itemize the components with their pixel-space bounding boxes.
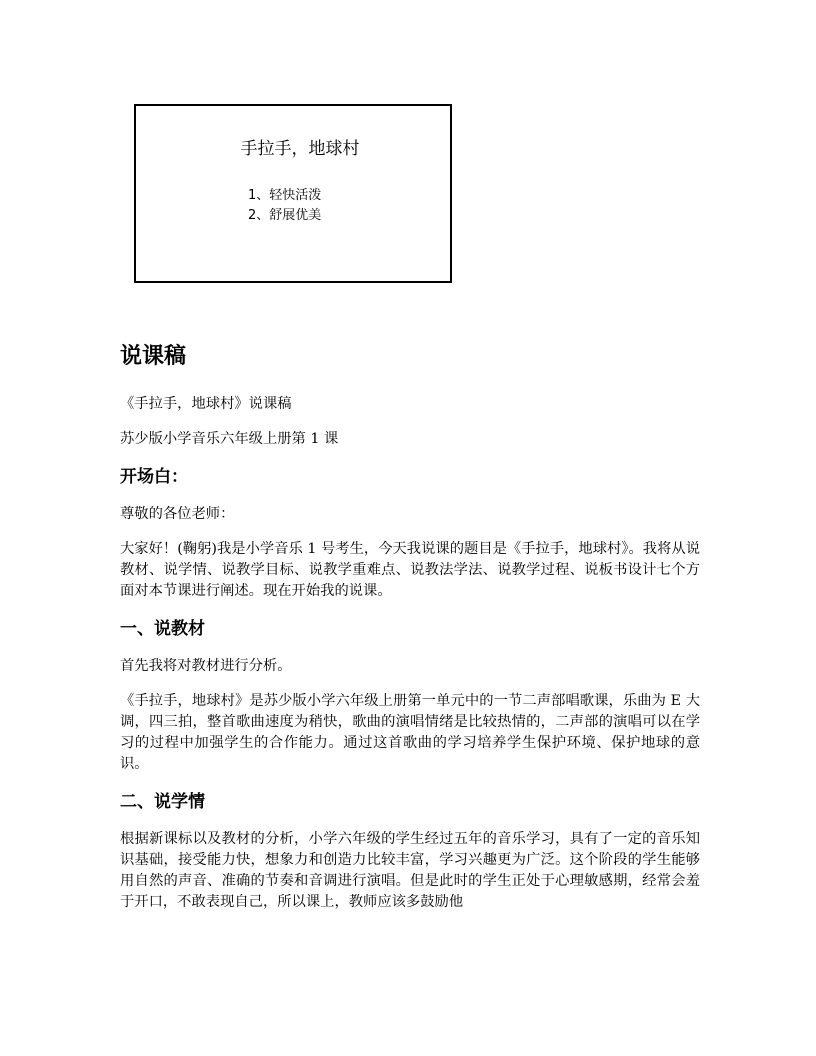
section2-heading: 二、说学情 bbox=[120, 792, 205, 812]
board-list bbox=[248, 186, 321, 226]
opening-heading: 开场白： bbox=[120, 467, 188, 487]
document-body bbox=[120, 340, 700, 927]
board-title: 手拉手，地球村 bbox=[240, 139, 360, 159]
section1-heading: 一、说教材 bbox=[120, 619, 205, 639]
section2-paragraph: 根据新课标以及教材的分析，小学六年级的学生经过五年的音乐学习，具有了一定的音乐知识基础，接受能力快，想象力和创造力比较丰富，学习兴趣更为广泛。这个阶段的学生能够用自然的声音、准确的节奏和音调进行演唱。但是此时的学生正处于心理敏感期，经常会羞于开口，不敢表现自己，所以课上，教师应该多鼓励他 bbox=[120, 831, 700, 910]
lesson-line: 《手拉手，地球村》说课稿 bbox=[120, 396, 292, 412]
page-title: 说课稿 bbox=[120, 344, 187, 369]
blackboard-design-box bbox=[134, 104, 452, 283]
board-item-2: 2、舒展优美 bbox=[248, 208, 322, 223]
opening-paragraph: 大家好！(鞠躬)我是小学音乐 1 号考生，今天我说课的题目是《手拉手，地球村》。我将从说教材、说学情、说教学目标、说教学重难点、说教法学法、说教学过程、说板书设计七个方面对本节课进行阐述。现在开始我的说课。 bbox=[120, 541, 700, 599]
section1-intro: 首先我将对教材进行分析。 bbox=[120, 658, 292, 674]
board-item-1: 1、轻快活泼 bbox=[248, 188, 322, 203]
section1-paragraph: 《手拉手，地球村》是苏少版小学六年级上册第一单元中的一节二声部唱歌课，乐曲为 E 大调，四三拍，整首歌曲速度为稍快，歌曲的演唱情绪是比较热情的，二声部的演唱可以在学习的过程中加强学生的合作能力。通过这首歌曲的学习培养学生保护环境、保护地球的意识。 bbox=[120, 693, 700, 772]
grade-line: 苏少版小学音乐六年级上册第 1 课 bbox=[120, 431, 339, 447]
greeting: 尊敬的各位老师： bbox=[120, 506, 235, 522]
